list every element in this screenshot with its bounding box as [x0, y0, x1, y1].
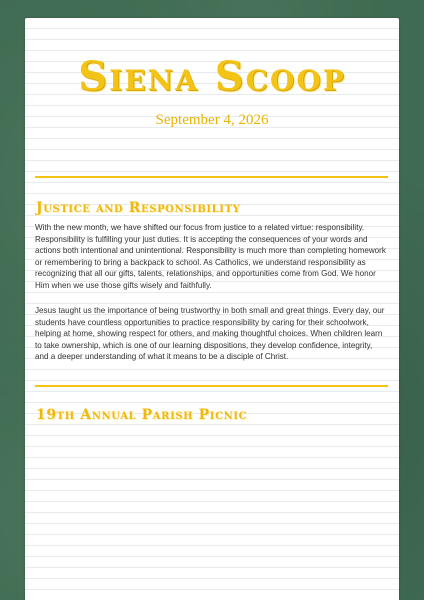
section-paragraph: With the new month, we have shifted our focus from justice to a related virtue: responsibility. Responsibility is fulfilling your just duties. It is accepting the consequences of your words and actions both intentional and unintentional. Responsibility is much more than completing homework or remembering to bring a backpack to school. As Catholics, we understand responsibility as recognizing that all our gifts, talents, relationships, and opportunities come from God. We honor Him when we use those gifts wisely and faithfully. [35, 223, 386, 290]
section-divider [35, 385, 388, 387]
masthead [25, 54, 399, 129]
section-heading-justice: Justice and Responsibility [36, 200, 241, 216]
newsletter-page [25, 18, 399, 600]
newsletter-title: Siena Scoop [78, 53, 346, 100]
section-heading-picnic: 19th Annual Parish Picnic [36, 407, 248, 423]
newsletter-date: September 4, 2026 [155, 112, 269, 128]
section-paragraph: Jesus taught us the importance of being trustworthy in both small and great things. Every day, our students have countless opportunities to practice responsibility by caring for their schoolwork, helping at home, showing respect for others, and making thoughtful choices. When children learn to take ownership, which is one of our learning dispositions, they develop confidence, integrity, and a deeper understanding of what it means to be a disciple of Christ. [35, 306, 385, 362]
section-divider [35, 176, 388, 178]
